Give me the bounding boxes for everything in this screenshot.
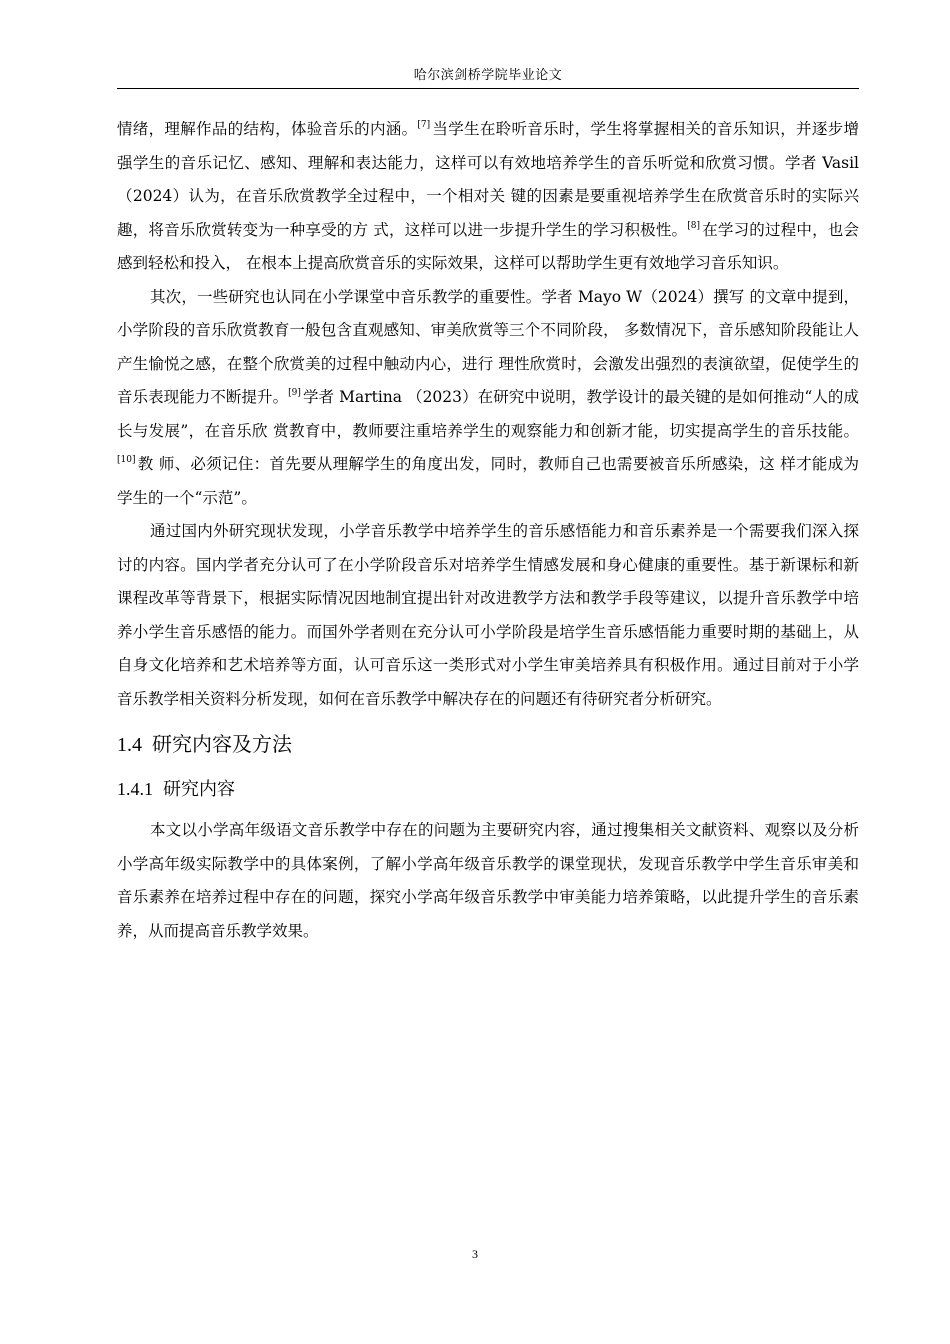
- paragraph-2-part-b: 学者 Martina （2023）在研究中说明，教学设计的最关键的是如何推动“人的成长与发展”，在音乐欣 赏教育中，教师要注重培养学生的观察能力和创新才能，切实提高学生的音乐技能。: [117, 388, 859, 440]
- paragraph-1: [117, 113, 859, 281]
- citation-8: [8]: [687, 220, 700, 231]
- running-header: 哈尔滨剑桥学院毕业论文: [413, 68, 563, 83]
- page-number: 3: [472, 1247, 478, 1261]
- header-divider: [117, 88, 859, 89]
- paragraph-2-part-c: 教 师、必须记住：首先要从理解学生的角度出发，同时，教师自己也需要被音乐所感染，这 样才能成为学生的一个“示范”。: [117, 455, 859, 507]
- section-number: 1.4: [117, 734, 142, 756]
- section-heading: [117, 722, 859, 767]
- paragraph-1-part-c: 在学习的过程中，也会感到轻松和投入， 在根本上提高欣赏音乐的实际效果，这样可以帮助学生更有效地学习音乐知识。: [117, 220, 859, 272]
- paragraph-2: [117, 281, 859, 516]
- paragraph-3: 通过国内外研究现状发现，小学音乐教学中培养学生的音乐感悟能力和音乐素养是一个需要我们深入探讨的内容。国内学者充分认可了在小学阶段音乐对培养学生情感发展和身心健康的重要性。基于新课标和新课程改革等背景下，根据实际情况因地制宜提出针对改进教学方法和教学手段等建议，以提升音乐教学中培养小学生音乐感悟的能力。而国外学者则在充分认可小学阶段是培学生音乐感悟能力重要时期的基础上，从自身文化培养和艺术培养等方面，认可音乐这一类形式对小学生审美培养具有积极作用。通过目前对于小学音乐教学相关资料分析发现，如何在音乐教学中解决存在的问题还有待研究者分析研究。: [117, 522, 859, 708]
- paragraph-2-part-a: 其次，一些研究也认同在小学课堂中音乐教学的重要性。学者 Mayo W（2024）撰写 的文章中提到，小学阶段的音乐欣赏教育一般包含直观感知、审美欣赏等三个不同阶段， 多数情况下，音乐感知阶段能让人产生愉悦之感，在整个欣赏美的过程中触动内心，进行 理性欣赏时，会激发出强烈的表演欲望，促使学生的音乐表现能力不断提升。: [117, 287, 859, 406]
- subsection-number: 1.4.1: [117, 779, 153, 799]
- section-title: 研究内容及方法: [152, 732, 292, 756]
- subsection-title: 研究内容: [163, 779, 235, 800]
- citation-10: [10]: [117, 455, 136, 465]
- paragraph-1-part-a: 情绪，理解作品的结构，体验音乐的内涵。: [117, 120, 418, 138]
- subsection-heading: [117, 769, 859, 810]
- citation-9: [9]: [288, 388, 301, 398]
- body-text: [117, 113, 859, 948]
- paragraph-4: 本文以小学高年级语文音乐教学中存在的问题为主要研究内容，通过搜集相关文献资料、观察以及分析小学高年级实际教学中的具体案例，了解小学高年级音乐教学的课堂现状，发现音乐教学中学生音乐审美和音乐素养在培养过程中存在的问题，探究小学高年级音乐教学中审美能力培养策略，以此提升学生的音乐素养，从而提高音乐教学效果。: [117, 821, 859, 940]
- paragraph-1-part-b: 当学生在聆听音乐时，学生将掌握相关的音乐知识，并逐步增强学生的音乐记忆、感知、理解和表达能力，这样可以有效地培养学生的音乐听觉和欣赏习惯。学者 Vasil（2024）认为，在音乐欣赏教学全过程中，一个相对关 键的因素是要重视培养学生在欣赏音乐时的实际兴趣，将音乐欣赏转变为一种享受的方 式，这样可以进一步提升学生的学习积极性。: [117, 120, 859, 239]
- citation-7: [7]: [417, 120, 431, 130]
